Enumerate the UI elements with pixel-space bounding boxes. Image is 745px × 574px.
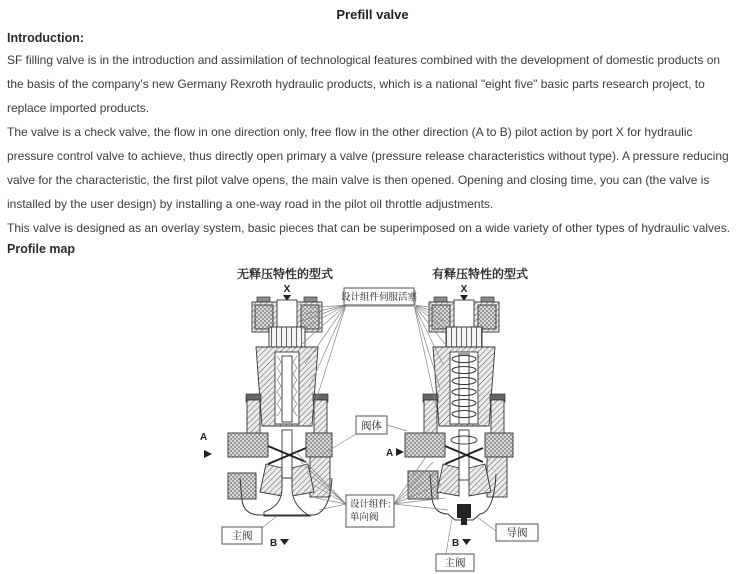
servo-piston-label: 设计组件伺服活塞 xyxy=(340,292,418,303)
port-x-right-label: X xyxy=(460,284,468,295)
profile-map-diagram xyxy=(0,264,745,574)
profile-map-heading: Profile map xyxy=(7,242,76,256)
valve-cross-section-figure xyxy=(0,264,745,574)
introduction-heading: Introduction: xyxy=(7,31,85,45)
check-valve-label-line1: 设计组件: xyxy=(350,499,391,510)
main-valve-right-label: 主阀 xyxy=(444,557,466,569)
intro-paragraph-2: The valve is a check valve, the flow in one direction only, free flow in the other direction (A to B) pilot action by port X for hydraulic pressure control valve to achieve, thus directly open primary a valve (pressure release characteristics without type). A pressure reducing valve for the characteristic, the first pilot valve opens, the main valve is then opened. Opening and closing time, you can (the valve is installed by the user design) by installing a one-way road in the pilot oil throttle adjustments. xyxy=(7,125,729,211)
port-a-left-label: A xyxy=(200,432,208,443)
right-valve-drawing xyxy=(386,266,528,549)
arrow-down-icon xyxy=(280,539,289,545)
servo-piston-right xyxy=(446,327,482,347)
page-title: Prefill valve xyxy=(336,7,409,22)
arrow-right-icon xyxy=(396,448,404,456)
arrow-right-icon xyxy=(204,450,212,458)
right-valve-title: 有释压特性的型式 xyxy=(431,267,529,281)
arrow-down-icon xyxy=(462,539,471,545)
intro-paragraph-1: SF filling valve is in the introduction and assimilation of technological features combined with the development of domestic products on the basis of the company's new Germany Rexroth hydraulic products, which is a national "eight five" basic parts research project, to replace imported products. xyxy=(7,53,721,115)
port-b-left-label: B xyxy=(270,538,278,549)
valve-body-label: 阀体 xyxy=(361,420,382,432)
port-a-mid-label: A xyxy=(386,448,394,459)
servo-piston-left xyxy=(269,327,305,347)
port-x-left-label: X xyxy=(283,284,291,295)
intro-paragraph-3: This valve is designed as an overlay system, basic pieces that can be superimposed on a wide variety of other types of hydraulic valves. xyxy=(7,221,731,235)
main-valve-left-label: 主阀 xyxy=(231,530,253,542)
pilot-valve-label: 导阀 xyxy=(506,527,528,539)
left-valve-title: 无释压特性的型式 xyxy=(236,267,334,281)
port-b-right-label: B xyxy=(452,538,460,549)
pilot-valve-element xyxy=(457,504,471,518)
check-valve-label-line2: 单向阀 xyxy=(350,512,379,523)
left-valve-drawing xyxy=(200,266,333,549)
